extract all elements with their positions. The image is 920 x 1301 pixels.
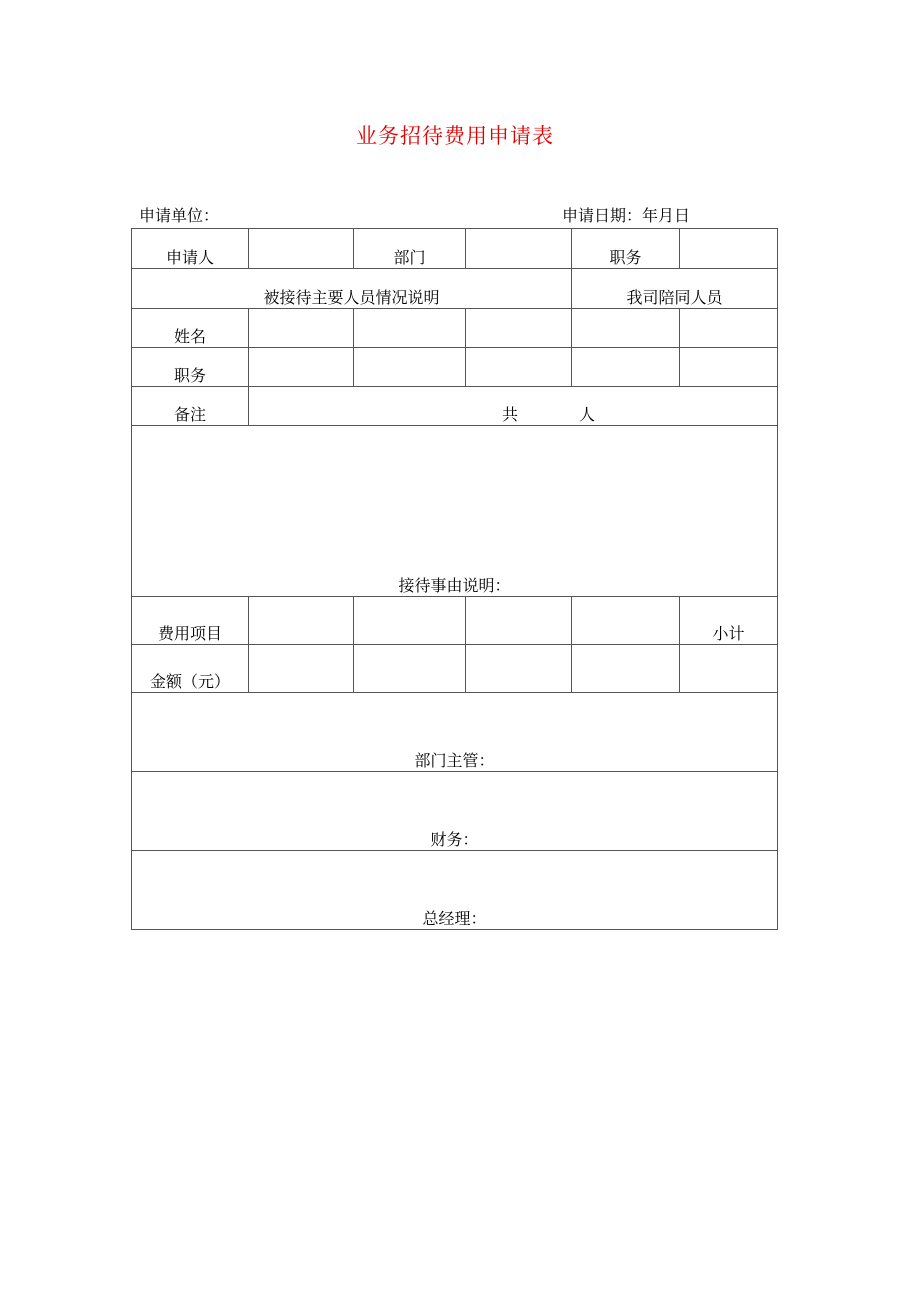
apply-date-label: 申请日期：年月日 [562, 206, 691, 225]
amount-label: 金额（元） [132, 645, 249, 693]
form-title: 业务招待费用申请表 [356, 124, 554, 148]
amount-1[interactable] [249, 645, 354, 693]
expense-item-2[interactable] [354, 597, 466, 645]
guest-name-2[interactable] [354, 309, 466, 348]
reason-label: 接待事由说明： [398, 576, 511, 595]
guest-position-1[interactable] [249, 348, 354, 387]
expense-item-3[interactable] [466, 597, 572, 645]
guests-section-label: 被接待主要人员情况说明 [132, 269, 572, 309]
amount-2[interactable] [354, 645, 466, 693]
guest-position-2[interactable] [354, 348, 466, 387]
dept-manager-row [132, 693, 778, 772]
general-manager-label: 总经理： [422, 909, 487, 928]
amount-subtotal[interactable] [680, 645, 778, 693]
name-row [132, 309, 778, 348]
position-label: 职务 [572, 229, 680, 269]
application-form-table [131, 228, 778, 930]
persons-unit: 人 [579, 405, 596, 424]
general-manager-cell[interactable] [132, 851, 778, 930]
general-manager-row [132, 851, 778, 930]
department-label: 部门 [354, 229, 466, 269]
remarks-row [132, 387, 778, 426]
guest-position-3[interactable] [466, 348, 572, 387]
expense-item-row [132, 597, 778, 645]
department-input[interactable] [466, 229, 572, 269]
expense-item-4[interactable] [572, 597, 680, 645]
finance-label: 财务： [430, 830, 479, 849]
finance-cell[interactable] [132, 772, 778, 851]
amount-3[interactable] [466, 645, 572, 693]
guest-name-3[interactable] [466, 309, 572, 348]
escort-name-1[interactable] [572, 309, 680, 348]
company-escorts-label: 我司陪同人员 [572, 269, 778, 309]
expense-item-label: 费用项目 [132, 597, 249, 645]
reason-row [132, 426, 778, 597]
expense-item-1[interactable] [249, 597, 354, 645]
finance-row [132, 772, 778, 851]
applicant-unit-label: 申请单位： [139, 206, 220, 225]
name-row-label: 姓名 [132, 309, 249, 348]
escort-position-1[interactable] [572, 348, 680, 387]
applicant-row [132, 229, 778, 269]
applicant-input[interactable] [249, 229, 354, 269]
section-header-row [132, 269, 778, 309]
amount-row [132, 645, 778, 693]
dept-manager-label: 部门主管： [414, 751, 495, 770]
amount-4[interactable] [572, 645, 680, 693]
dept-manager-cell[interactable] [132, 693, 778, 772]
total-persons-cell[interactable] [249, 387, 778, 426]
total-label: 共 [501, 405, 518, 424]
escort-name-2[interactable] [680, 309, 778, 348]
guest-name-1[interactable] [249, 309, 354, 348]
escort-position-2[interactable] [680, 348, 778, 387]
position-input[interactable] [680, 229, 778, 269]
subtotal-label: 小计 [680, 597, 778, 645]
remarks-label: 备注 [132, 387, 249, 426]
position-row [132, 348, 778, 387]
applicant-label: 申请人 [132, 229, 249, 269]
position-row-label: 职务 [132, 348, 249, 387]
reason-cell[interactable] [132, 426, 778, 597]
